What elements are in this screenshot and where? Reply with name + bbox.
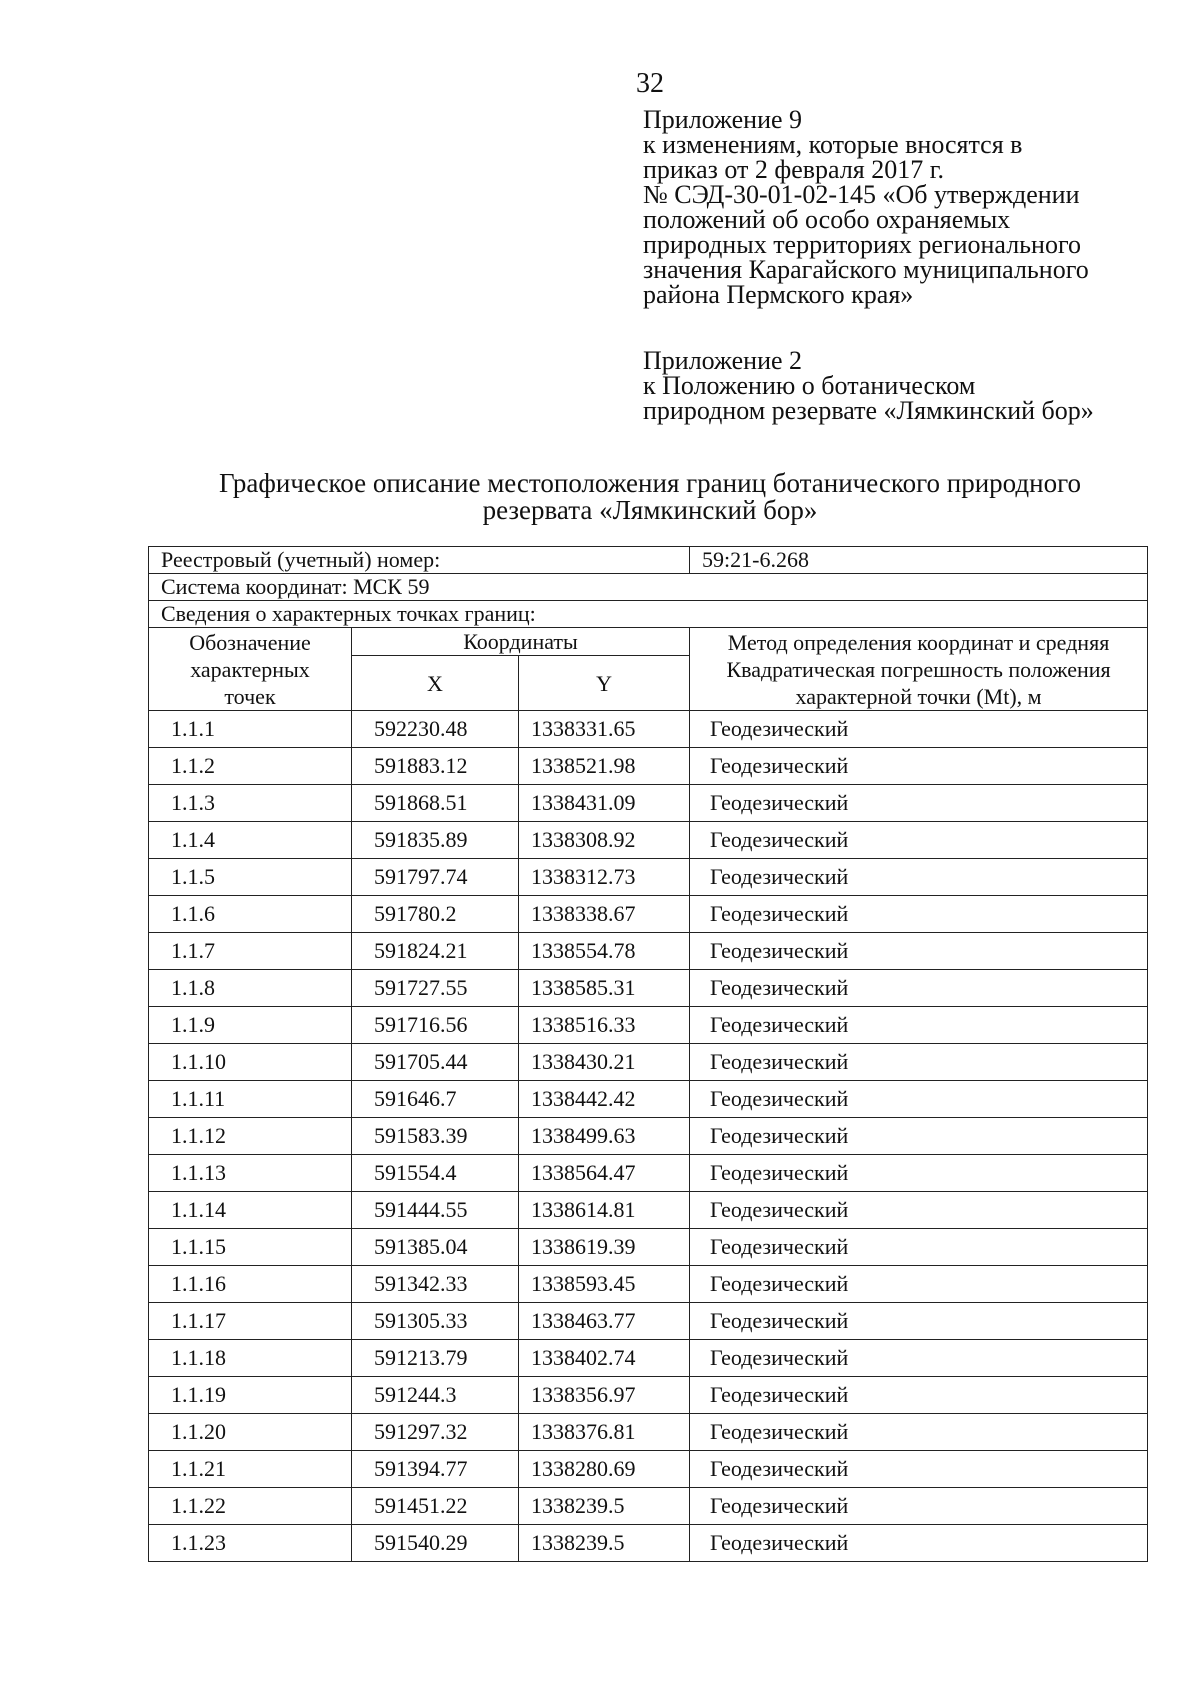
table-row (149, 970, 1148, 1007)
cell-point-designation: 1.1.7 (149, 933, 352, 970)
cell-point-designation: 1.1.12 (149, 1118, 352, 1155)
registry-value: 59:21-6.268 (690, 547, 1148, 574)
cell-x-coordinate: 591244.3 (352, 1377, 519, 1414)
table-row (149, 1044, 1148, 1081)
table-row (149, 1488, 1148, 1525)
header-point-designation (149, 628, 352, 711)
cell-y-coordinate: 1338614.81 (519, 1192, 690, 1229)
cell-point-designation: 1.1.18 (149, 1340, 352, 1377)
cell-x-coordinate: 591305.33 (352, 1303, 519, 1340)
cell-y-coordinate: 1338499.63 (519, 1118, 690, 1155)
cell-x-coordinate: 591780.2 (352, 896, 519, 933)
cell-method: Геодезический (690, 933, 1148, 970)
cell-y-coordinate: 1338516.33 (519, 1007, 690, 1044)
cell-point-designation: 1.1.9 (149, 1007, 352, 1044)
table-row (149, 1118, 1148, 1155)
cell-y-coordinate: 1338239.5 (519, 1525, 690, 1562)
cell-point-designation: 1.1.23 (149, 1525, 352, 1562)
annex-9-line: положений об особо охраняемых (643, 205, 1011, 234)
table-row (149, 933, 1148, 970)
cell-method: Геодезический (690, 1044, 1148, 1081)
table-row (149, 1007, 1148, 1044)
cell-x-coordinate: 591444.55 (352, 1192, 519, 1229)
cell-y-coordinate: 1338331.65 (519, 711, 690, 748)
cell-y-coordinate: 1338430.21 (519, 1044, 690, 1081)
cell-y-coordinate: 1338442.42 (519, 1081, 690, 1118)
cell-y-coordinate: 1338376.81 (519, 1414, 690, 1451)
cell-y-coordinate: 1338619.39 (519, 1229, 690, 1266)
cell-y-coordinate: 1338239.5 (519, 1488, 690, 1525)
annex-9-line: значения Карагайского муниципального (643, 255, 1089, 284)
cell-point-designation: 1.1.14 (149, 1192, 352, 1229)
cell-x-coordinate: 591297.32 (352, 1414, 519, 1451)
table-row (149, 1451, 1148, 1488)
annex-9-line: природных территориях регионального (643, 230, 1081, 259)
cell-y-coordinate: 1338585.31 (519, 970, 690, 1007)
annex-9-line: Приложение 9 (643, 105, 803, 134)
cell-method: Геодезический (690, 1229, 1148, 1266)
registry-row (149, 547, 1148, 574)
cell-method: Геодезический (690, 1192, 1148, 1229)
cell-x-coordinate: 591824.21 (352, 933, 519, 970)
cell-method: Геодезический (690, 970, 1148, 1007)
cell-x-coordinate: 591716.56 (352, 1007, 519, 1044)
annex-9-header (643, 107, 1188, 307)
cell-point-designation: 1.1.17 (149, 1303, 352, 1340)
registry-label: Реестровый (учетный) номер: (149, 547, 690, 574)
table-row (149, 896, 1148, 933)
cell-y-coordinate: 1338521.98 (519, 748, 690, 785)
table-row (149, 1266, 1148, 1303)
cell-point-designation: 1.1.6 (149, 896, 352, 933)
coordinate-system-row (149, 574, 1148, 601)
page-number: 32 (636, 68, 664, 99)
cell-x-coordinate: 591554.4 (352, 1155, 519, 1192)
cell-y-coordinate: 1338402.74 (519, 1340, 690, 1377)
document-title (140, 470, 1160, 524)
table-row (149, 785, 1148, 822)
cell-x-coordinate: 591797.74 (352, 859, 519, 896)
table-row (149, 859, 1148, 896)
cell-point-designation: 1.1.11 (149, 1081, 352, 1118)
points-info: Сведения о характерных точках границ: (149, 601, 1148, 628)
cell-y-coordinate: 1338308.92 (519, 822, 690, 859)
cell-x-coordinate: 591451.22 (352, 1488, 519, 1525)
cell-point-designation: 1.1.19 (149, 1377, 352, 1414)
cell-method: Геодезический (690, 1340, 1148, 1377)
cell-method: Геодезический (690, 1155, 1148, 1192)
annex-2-header (643, 348, 1188, 423)
header-y: Y (519, 656, 690, 711)
table-row (149, 711, 1148, 748)
header-point-line: характерных (190, 656, 310, 682)
cell-point-designation: 1.1.3 (149, 785, 352, 822)
table-row (149, 1340, 1148, 1377)
cell-point-designation: 1.1.5 (149, 859, 352, 896)
header-x: X (352, 656, 519, 711)
cell-y-coordinate: 1338338.67 (519, 896, 690, 933)
header-method (690, 628, 1148, 711)
annex-2-line: к Положению о ботаническом (643, 371, 976, 400)
table-row (149, 822, 1148, 859)
table-row (149, 1377, 1148, 1414)
document-title-line: Графическое описание местоположения границ ботанического природного (219, 468, 1081, 498)
header-point-line: точек (224, 683, 276, 709)
cell-method: Геодезический (690, 859, 1148, 896)
cell-method: Геодезический (690, 1303, 1148, 1340)
header-point-line: Обозначение (189, 629, 311, 655)
cell-point-designation: 1.1.15 (149, 1229, 352, 1266)
cell-point-designation: 1.1.8 (149, 970, 352, 1007)
table-row (149, 1525, 1148, 1562)
cell-y-coordinate: 1338564.47 (519, 1155, 690, 1192)
table-row (149, 1081, 1148, 1118)
cell-point-designation: 1.1.1 (149, 711, 352, 748)
cell-y-coordinate: 1338280.69 (519, 1451, 690, 1488)
cell-y-coordinate: 1338554.78 (519, 933, 690, 970)
cell-y-coordinate: 1338312.73 (519, 859, 690, 896)
cell-y-coordinate: 1338431.09 (519, 785, 690, 822)
cell-x-coordinate: 591835.89 (352, 822, 519, 859)
annex-9-line: района Пермского края» (643, 280, 914, 309)
table-row (149, 1303, 1148, 1340)
cell-x-coordinate: 591883.12 (352, 748, 519, 785)
cell-method: Геодезический (690, 822, 1148, 859)
cell-method: Геодезический (690, 1377, 1148, 1414)
header-method-line: Метод определения координат и средняя (727, 629, 1110, 655)
cell-method: Геодезический (690, 1451, 1148, 1488)
cell-method: Геодезический (690, 748, 1148, 785)
cell-point-designation: 1.1.16 (149, 1266, 352, 1303)
header-coordinates: Координаты (352, 628, 690, 656)
cell-x-coordinate: 591342.33 (352, 1266, 519, 1303)
document-title-line: резервата «Лямкинский бор» (482, 495, 818, 525)
cell-x-coordinate: 591213.79 (352, 1340, 519, 1377)
coordinate-system: Система координат: МСК 59 (149, 574, 1148, 601)
boundary-points-table (148, 546, 1148, 1562)
cell-x-coordinate: 591385.04 (352, 1229, 519, 1266)
annex-2-line: Приложение 2 (643, 346, 803, 375)
cell-y-coordinate: 1338463.77 (519, 1303, 690, 1340)
table-row (149, 1155, 1148, 1192)
table-row (149, 1229, 1148, 1266)
annex-2-line: природном резервате «Лямкинский бор» (643, 396, 1094, 425)
cell-method: Геодезический (690, 1525, 1148, 1562)
cell-y-coordinate: 1338593.45 (519, 1266, 690, 1303)
cell-y-coordinate: 1338356.97 (519, 1377, 690, 1414)
cell-method: Геодезический (690, 711, 1148, 748)
cell-x-coordinate: 591646.7 (352, 1081, 519, 1118)
cell-point-designation: 1.1.4 (149, 822, 352, 859)
cell-method: Геодезический (690, 1414, 1148, 1451)
cell-point-designation: 1.1.20 (149, 1414, 352, 1451)
cell-x-coordinate: 591868.51 (352, 785, 519, 822)
cell-method: Геодезический (690, 1007, 1148, 1044)
header-method-line: характерной точки (Mt), м (795, 683, 1042, 709)
cell-method: Геодезический (690, 1118, 1148, 1155)
cell-x-coordinate: 591583.39 (352, 1118, 519, 1155)
cell-x-coordinate: 591394.77 (352, 1451, 519, 1488)
annex-9-line: приказ от 2 февраля 2017 г. (643, 155, 944, 184)
cell-method: Геодезический (690, 1266, 1148, 1303)
cell-point-designation: 1.1.22 (149, 1488, 352, 1525)
cell-x-coordinate: 591727.55 (352, 970, 519, 1007)
table-row (149, 748, 1148, 785)
table-row (149, 1192, 1148, 1229)
cell-method: Геодезический (690, 785, 1148, 822)
header-method-line: Квадратическая погрешность положения (726, 656, 1111, 682)
cell-point-designation: 1.1.10 (149, 1044, 352, 1081)
cell-x-coordinate: 591705.44 (352, 1044, 519, 1081)
annex-9-line: № СЭД-30-01-02-145 «Об утверждении (643, 180, 1080, 209)
cell-method: Геодезический (690, 1488, 1148, 1525)
cell-point-designation: 1.1.2 (149, 748, 352, 785)
table-header-row (149, 628, 1148, 656)
cell-method: Геодезический (690, 896, 1148, 933)
cell-x-coordinate: 592230.48 (352, 711, 519, 748)
annex-9-line: к изменениям, которые вносятся в (643, 130, 1023, 159)
points-info-row (149, 601, 1148, 628)
cell-method: Геодезический (690, 1081, 1148, 1118)
cell-point-designation: 1.1.21 (149, 1451, 352, 1488)
cell-x-coordinate: 591540.29 (352, 1525, 519, 1562)
table-row (149, 1414, 1148, 1451)
cell-point-designation: 1.1.13 (149, 1155, 352, 1192)
